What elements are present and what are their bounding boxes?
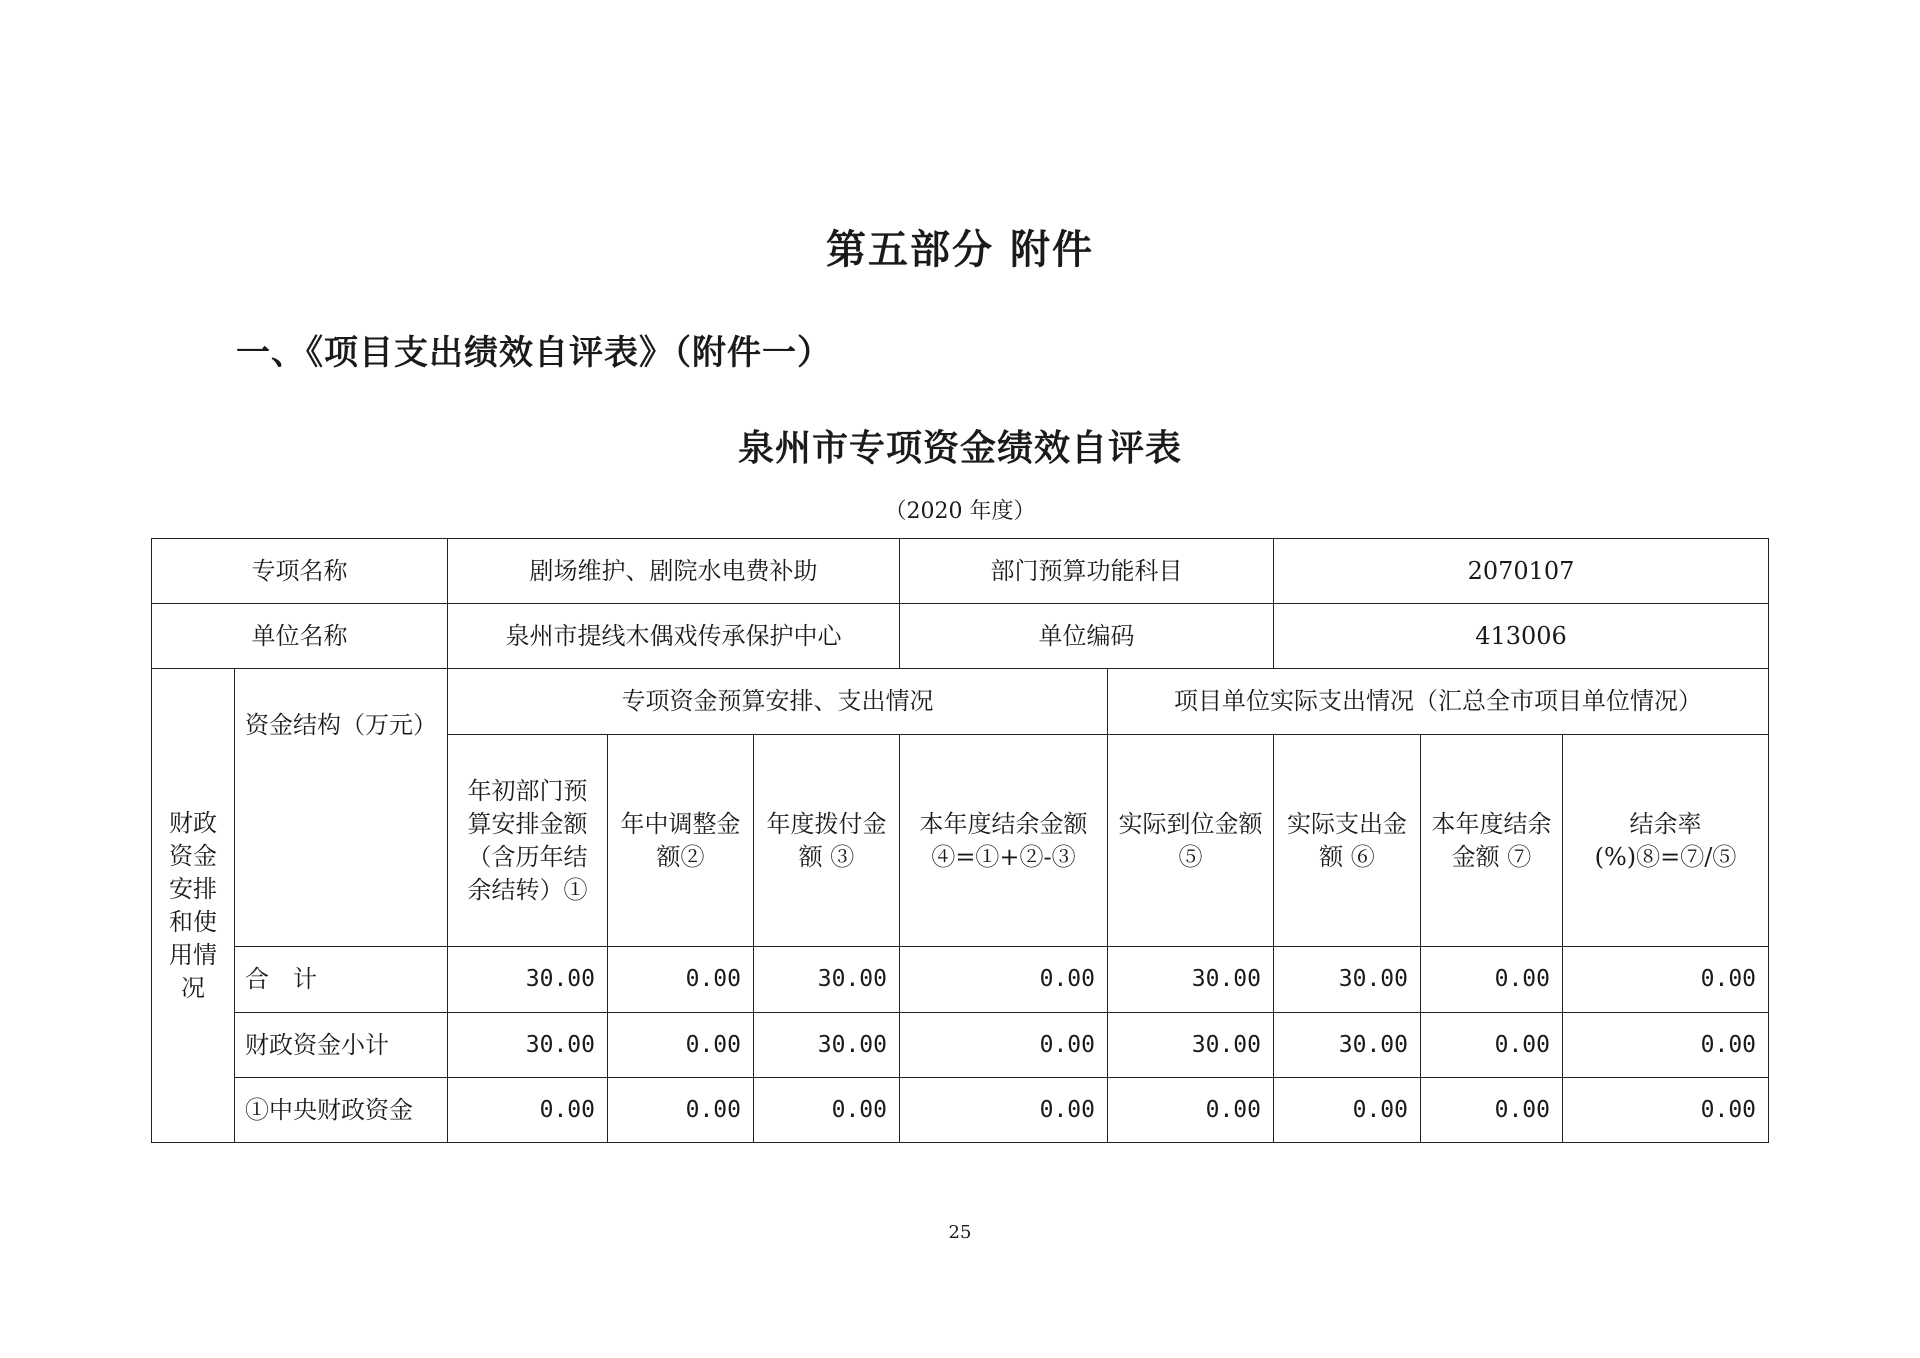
table-cell: 0.00: [1421, 1013, 1563, 1078]
row-label: ①中央财政资金: [235, 1078, 448, 1143]
table-cell: 0.00: [1108, 1078, 1274, 1143]
table-row: [152, 1013, 1769, 1078]
table-cell: 0.00: [1563, 1078, 1769, 1143]
table-cell: 0.00: [448, 1078, 608, 1143]
actual-group-header: 项目单位实际支出情况（汇总全市项目单位情况）: [1108, 669, 1769, 735]
table-cell: 0.00: [1563, 947, 1769, 1013]
table-cell: 30.00: [1274, 947, 1421, 1013]
col-annual-allocation: 年度拨付金额 ③: [754, 735, 900, 947]
table-cell: 30.00: [448, 1013, 608, 1078]
row-label: 财政资金小计: [235, 1013, 448, 1078]
table-cell: 0.00: [608, 947, 754, 1013]
table-cell: 30.00: [754, 1013, 900, 1078]
table-cell: 30.00: [1108, 947, 1274, 1013]
table-cell: 30.00: [754, 947, 900, 1013]
unit-row: [152, 604, 1769, 669]
page-number: 25: [948, 1222, 972, 1243]
evaluation-table: [151, 538, 1769, 1143]
col-budget-balance: 本年度结余金额④=①+②-③: [900, 735, 1108, 947]
budget-subject-label: 部门预算功能科目: [900, 539, 1274, 604]
col-initial-budget: 年初部门预算安排金额（含历年结余结转）①: [448, 735, 608, 947]
section-title: 一、《项目支出绩效自评表》（附件一）: [236, 333, 832, 373]
unit-name-value: 泉州市提线木偶戏传承保护中心: [448, 604, 900, 669]
col-actual-expense: 实际支出金额 ⑥: [1274, 735, 1421, 947]
table-cell: 0.00: [608, 1013, 754, 1078]
unit-name-label: 单位名称: [152, 604, 448, 669]
budget-group-header: 专项资金预算安排、支出情况: [448, 669, 1108, 735]
table-cell: 0.00: [754, 1078, 900, 1143]
table-cell: 0.00: [608, 1078, 754, 1143]
group-header-row: [152, 669, 1769, 735]
table-cell: 0.00: [1274, 1078, 1421, 1143]
table-cell: 0.00: [900, 1078, 1108, 1143]
project-name-label: 专项名称: [152, 539, 448, 604]
col-actual-balance: 本年度结余金额 ⑦: [1421, 735, 1563, 947]
budget-subject-value: 2070107: [1274, 539, 1769, 604]
col-balance-rate: 结余率(%)⑧=⑦/⑤: [1563, 735, 1769, 947]
table-cell: 30.00: [1274, 1013, 1421, 1078]
unit-code-value: 413006: [1274, 604, 1769, 669]
table-cell: 30.00: [448, 947, 608, 1013]
table-cell: 30.00: [1108, 1013, 1274, 1078]
table-title: 泉州市专项资金绩效自评表: [737, 428, 1182, 469]
structure-label: 资金结构（万元）: [235, 669, 448, 947]
col-mid-year-adjust: 年中调整金额②: [608, 735, 754, 947]
table-row: [152, 1078, 1769, 1143]
table-cell: 0.00: [1421, 1078, 1563, 1143]
row-label: 合 计: [235, 947, 448, 1013]
funding-side-label: 财政资金安排和使用情况: [152, 669, 235, 1143]
table-cell: 0.00: [1563, 1013, 1769, 1078]
project-name-value: 剧场维护、剧院水电费补助: [448, 539, 900, 604]
part-title: 第五部分 附件: [826, 227, 1094, 273]
col-actual-received: 实际到位金额 ⑤: [1108, 735, 1274, 947]
table-row: [152, 947, 1769, 1013]
project-name-row: [152, 539, 1769, 604]
table-cell: 0.00: [900, 1013, 1108, 1078]
unit-code-label: 单位编码: [900, 604, 1274, 669]
table-cell: 0.00: [900, 947, 1108, 1013]
table-cell: 0.00: [1421, 947, 1563, 1013]
year-label: （2020 年度）: [884, 499, 1036, 524]
